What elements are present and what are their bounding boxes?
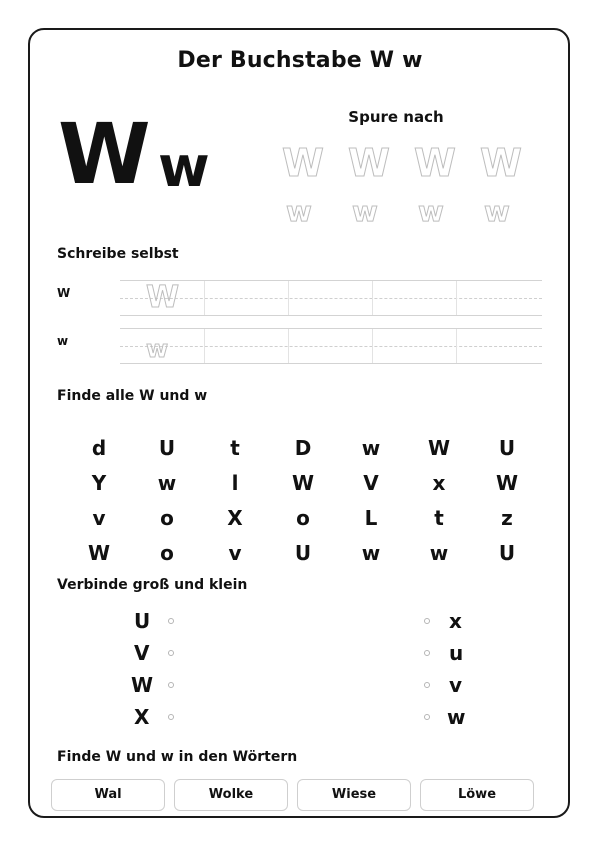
hero-uppercase-letter: W (58, 105, 151, 203)
match-left-letter: U (134, 609, 151, 633)
trace-letter-upper: W (348, 141, 390, 185)
cell-divider (456, 329, 457, 363)
grid-letter[interactable]: o (160, 506, 174, 530)
grid-letter[interactable]: w (429, 541, 449, 565)
ghost-letter: W (146, 280, 180, 315)
trace-letter-lower: w (286, 195, 312, 228)
find-heading: Finde alle W und w (57, 388, 208, 404)
trace-letter-lower: w (352, 195, 378, 228)
trace-letter-upper: W (414, 141, 456, 185)
grid-letter[interactable]: w (361, 436, 381, 460)
match-left-dot[interactable] (168, 682, 174, 688)
cell-divider (288, 329, 289, 363)
grid-letter[interactable]: U (294, 541, 312, 565)
match-left-dot[interactable] (168, 618, 174, 624)
trace-letter-upper: W (282, 141, 324, 185)
grid-letter[interactable]: t (434, 506, 444, 530)
cell-divider (204, 281, 205, 315)
match-left-letter: W (131, 673, 154, 697)
match-heading: Verbinde groß und klein (57, 577, 248, 593)
grid-letter[interactable]: W (291, 471, 315, 495)
midline (120, 346, 542, 347)
grid-letter[interactable]: W (495, 471, 519, 495)
cell-divider (288, 281, 289, 315)
grid-letter[interactable]: W (87, 541, 111, 565)
grid-letter[interactable]: d (91, 436, 107, 460)
grid-letter[interactable]: l (231, 471, 239, 495)
trace-letter-upper: W (480, 141, 522, 185)
trace-letter-lower: w (418, 195, 444, 228)
grid-letter[interactable]: V (363, 471, 379, 495)
grid-letter[interactable]: o (160, 541, 174, 565)
match-right-dot[interactable] (424, 714, 430, 720)
word-button-wal[interactable]: Wal (51, 779, 165, 811)
cell-divider (204, 329, 205, 363)
word-button-wiese[interactable]: Wiese (297, 779, 411, 811)
match-right-letter: x (449, 609, 462, 633)
grid-letter[interactable]: o (296, 506, 310, 530)
match-right-letter: v (449, 673, 463, 697)
grid-letter[interactable]: W (427, 436, 451, 460)
writing-line[interactable] (120, 280, 542, 316)
grid-letter[interactable]: z (501, 506, 513, 530)
cell-divider (372, 281, 373, 315)
match-left-letter: V (134, 641, 150, 665)
match-right-dot[interactable] (424, 618, 430, 624)
match-left-letter: X (134, 705, 150, 729)
grid-letter[interactable]: w (157, 471, 177, 495)
hero-lowercase-letter: w (158, 135, 210, 200)
grid-letter[interactable]: w (361, 541, 381, 565)
write-row-label: w (57, 334, 69, 348)
match-right-dot[interactable] (424, 650, 430, 656)
match-left-dot[interactable] (168, 650, 174, 656)
write-row-label: W (57, 286, 71, 300)
page-title: Der Buchstabe W w (177, 48, 423, 73)
grid-letter[interactable]: U (498, 541, 516, 565)
grid-letter[interactable]: v (228, 541, 242, 565)
match-right-dot[interactable] (424, 682, 430, 688)
grid-letter[interactable]: x (432, 471, 446, 495)
ghost-letter: w (146, 335, 169, 363)
grid-letter[interactable]: D (294, 436, 312, 460)
grid-letter[interactable]: Y (91, 471, 107, 495)
grid-letter[interactable]: t (230, 436, 240, 460)
write-heading: Schreibe selbst (57, 246, 179, 262)
cell-divider (372, 329, 373, 363)
grid-letter[interactable]: L (364, 506, 378, 530)
writing-line[interactable] (120, 328, 542, 364)
trace-heading: Spure nach (348, 108, 444, 126)
word-button-loewe[interactable]: Löwe (420, 779, 534, 811)
match-left-dot[interactable] (168, 714, 174, 720)
grid-letter[interactable]: v (92, 506, 106, 530)
word-button-wolke[interactable]: Wolke (174, 779, 288, 811)
grid-letter[interactable]: U (158, 436, 176, 460)
match-right-letter: w (447, 705, 466, 729)
grid-letter[interactable]: U (498, 436, 516, 460)
midline (120, 298, 542, 299)
words-heading: Finde W und w in den Wörtern (57, 749, 298, 765)
match-right-letter: u (449, 641, 464, 665)
trace-letter-lower: w (484, 195, 510, 228)
grid-letter[interactable]: X (227, 506, 243, 530)
cell-divider (456, 281, 457, 315)
